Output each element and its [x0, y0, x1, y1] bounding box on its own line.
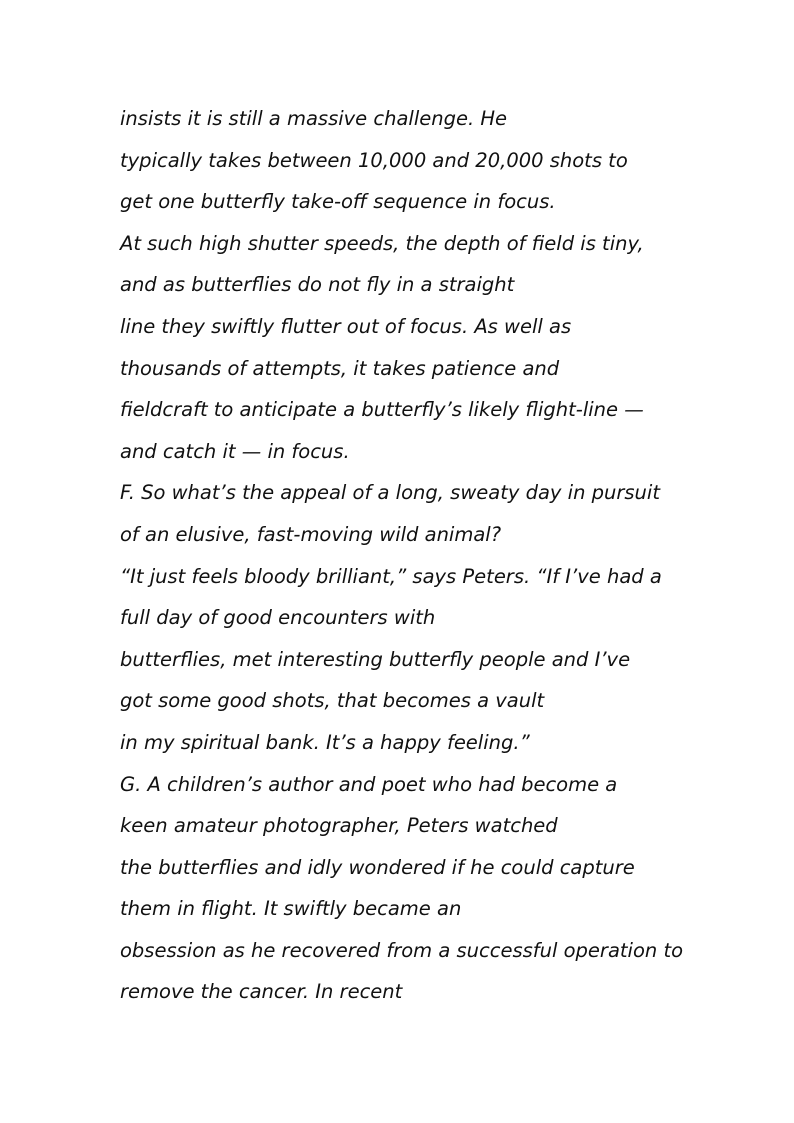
- text-line: and as butterflies do not fly in a straight: [120, 273, 515, 297]
- text-line: the butterflies and idly wondered if he could capture: [120, 855, 635, 879]
- text-line: get one butterfly take-off sequence in focus.: [120, 190, 556, 214]
- text-line: obsession as he recovered from a successful operation to: [120, 938, 684, 962]
- text-line: line they swiftly flutter out of focus. As well as: [120, 314, 572, 338]
- text-line: them in flight. It swiftly became an: [120, 897, 462, 921]
- text-line: keen amateur photographer, Peters watched: [120, 814, 558, 838]
- quote-line: “It just feels bloody brilliant,” says Peters. “If I’ve had a: [120, 564, 662, 588]
- text-line: thousands of attempts, it takes patience and: [120, 356, 560, 380]
- text-line: of an elusive, fast-moving wild animal?: [120, 522, 502, 546]
- body-text: [120, 98, 720, 1013]
- text-line: typically takes between 10,000 and 20,000 shots to: [120, 148, 628, 172]
- text-line: butterflies, met interesting butterfly people and I’ve: [120, 647, 631, 671]
- text-line: full day of good encounters with: [120, 606, 436, 630]
- text-line: insists it is still a massive challenge. He: [120, 107, 508, 130]
- section-f-heading-line: F. So what’s the appeal of a long, sweaty day in pursuit: [120, 481, 660, 505]
- text-line: At such high shutter speeds, the depth of field is tiny,: [120, 231, 644, 255]
- text-line: remove the cancer. In recent: [120, 980, 403, 1004]
- text-line: in my spiritual bank. It’s a happy feeling.”: [120, 730, 530, 754]
- text-line: and catch it — in focus.: [120, 439, 350, 463]
- text-line: got some good shots, that becomes a vault: [120, 689, 545, 713]
- text-line: fieldcraft to anticipate a butterfly’s likely flight-line —: [120, 398, 644, 422]
- section-g-heading-line: G. A children’s author and poet who had become a: [120, 772, 618, 796]
